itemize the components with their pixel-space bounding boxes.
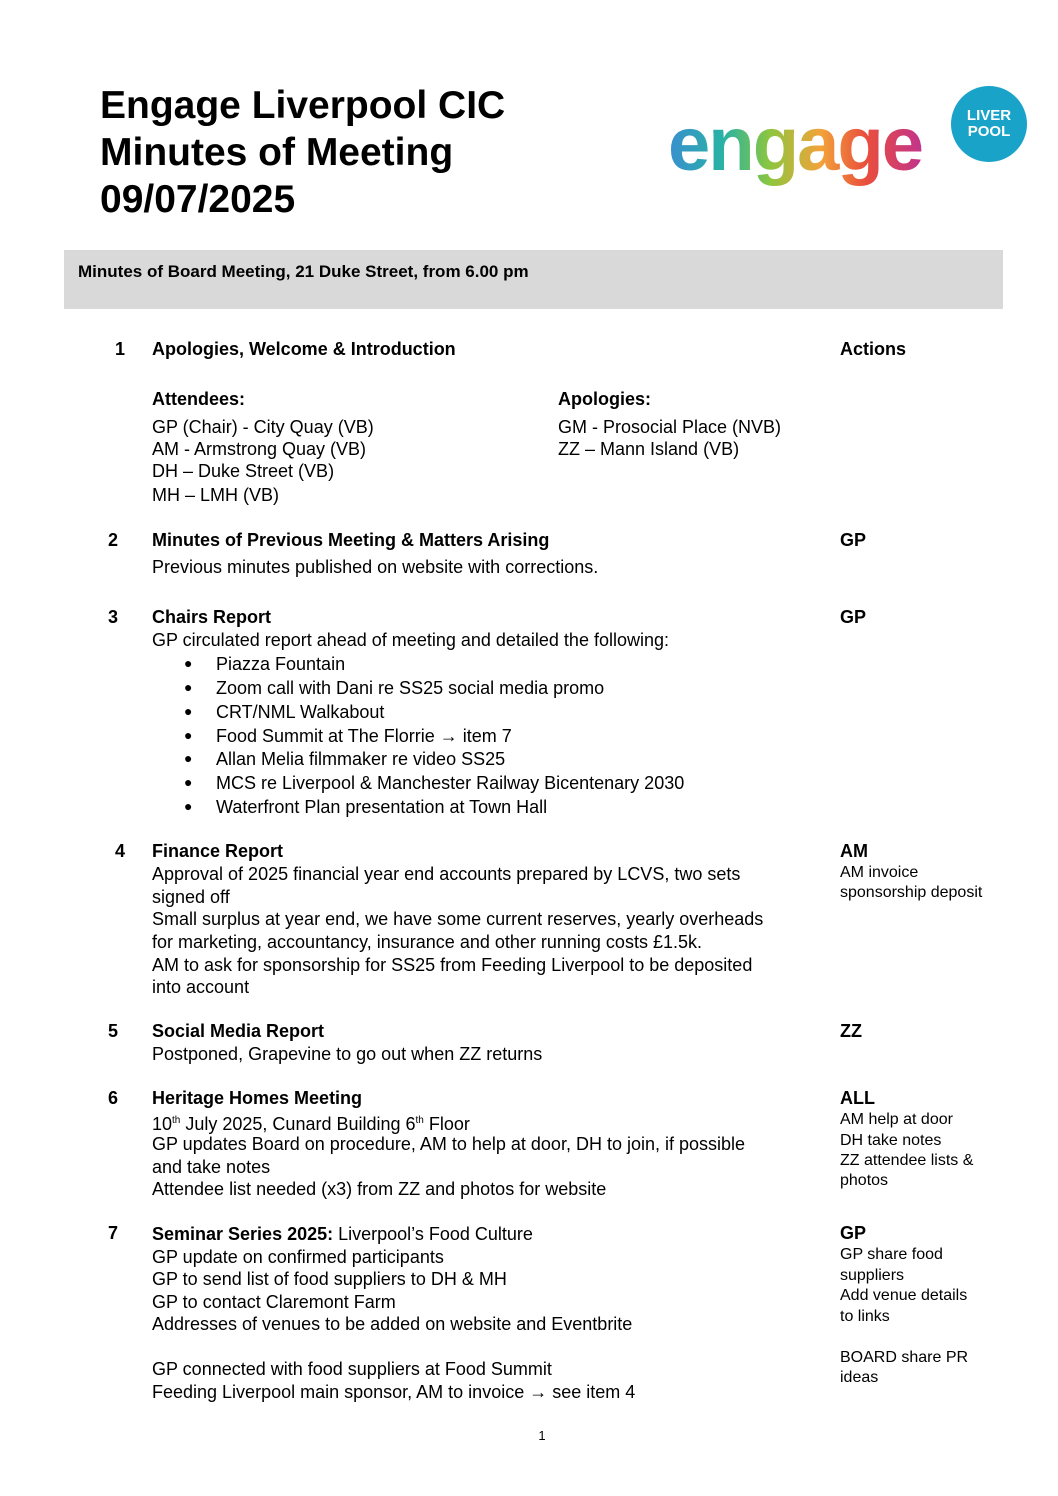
banner-text: Minutes of Board Meeting, 21 Duke Street, from 6.00 pm — [78, 262, 529, 281]
action-note: sponsorship deposit — [840, 884, 983, 901]
item-line: AM to ask for sponsorship for SS25 from Feeding Liverpool to be deposited — [152, 955, 753, 975]
bullet-icon: ● — [184, 750, 193, 766]
item-heading: Social Media Report — [152, 1021, 325, 1041]
item-heading: Apologies, Welcome & Introduction — [152, 339, 456, 359]
item-line: GP circulated report ahead of meeting and detailed the following: — [152, 630, 669, 650]
item-action-owner: AM — [840, 841, 868, 861]
item-line: and take notes — [152, 1157, 271, 1177]
item-line: Approval of 2025 financial year end accounts prepared by LCVS, two sets — [152, 864, 741, 884]
action-note: AM help at door — [840, 1111, 953, 1128]
item-action-owner: ALL — [840, 1088, 875, 1108]
apology: GM - Prosocial Place (NVB) — [558, 417, 782, 437]
bullet-item: MCS re Liverpool & Manchester Railway Bicentenary 2030 — [216, 773, 685, 793]
bullet-icon: ● — [184, 679, 193, 695]
item-number: 2 — [108, 530, 119, 550]
item-line: Previous minutes published on website with corrections. — [152, 557, 599, 577]
item-line: into account — [152, 977, 250, 997]
bullet-icon: ● — [184, 703, 193, 719]
logo-bubble-text-top: LIVER — [966, 107, 1012, 124]
bullet-item: CRT/NML Walkabout — [216, 702, 385, 722]
meeting-banner — [64, 250, 1003, 309]
logo-speech-bubble — [951, 86, 1027, 162]
title-line-date: 09/07/2025 — [100, 178, 296, 221]
title-line-org: Engage Liverpool CIC — [100, 84, 506, 127]
bullet-item: Allan Melia filmmaker re video SS25 — [216, 749, 506, 769]
apology: ZZ – Mann Island (VB) — [558, 439, 740, 459]
bullet-icon: ● — [184, 727, 193, 743]
item-action-owner: GP — [840, 530, 867, 550]
document-title — [100, 82, 505, 223]
action-note: suppliers — [840, 1267, 905, 1284]
attendee: MH – LMH (VB) — [152, 485, 280, 505]
item-line: Addresses of venues to be added on website and Eventbrite — [152, 1314, 633, 1334]
item-number: 7 — [108, 1223, 119, 1243]
item-line: Feeding Liverpool main sponsor, AM to invoice → see item 4 — [152, 1382, 636, 1402]
item-line: GP update on confirmed participants — [152, 1247, 444, 1267]
action-note: GP share food — [840, 1246, 943, 1263]
item-action-owner: ZZ — [840, 1021, 862, 1041]
bullet-icon: ● — [184, 798, 193, 814]
item-line: Postponed, Grapevine to go out when ZZ returns — [152, 1044, 543, 1064]
actions-column-header: Actions — [840, 339, 907, 359]
bullet-item: Waterfront Plan presentation at Town Hall — [216, 797, 548, 817]
item-line: GP to contact Claremont Farm — [152, 1292, 396, 1312]
attendee: AM - Armstrong Quay (VB) — [152, 439, 367, 459]
item-action-owner: GP — [840, 607, 867, 627]
item-number: 4 — [115, 841, 126, 861]
action-note: to links — [840, 1308, 890, 1325]
action-note: ZZ attendee lists & — [840, 1152, 974, 1169]
item-number: 1 — [115, 339, 126, 359]
action-note: photos — [840, 1172, 889, 1189]
item-number: 5 — [108, 1021, 119, 1041]
attendee: DH – Duke Street (VB) — [152, 461, 335, 481]
logo-bubble-text-bottom: POOL — [967, 123, 1011, 140]
engage-liverpool-logo — [668, 86, 1030, 204]
item-line: GP to send list of food suppliers to DH & MH — [152, 1269, 507, 1289]
action-note: AM invoice — [840, 864, 919, 881]
apologies-label: Apologies: — [558, 389, 651, 409]
bullet-item: Food Summit at The Florrie → item 7 — [216, 726, 512, 746]
attendee: GP (Chair) - City Quay (VB) — [152, 417, 374, 437]
bullet-item: Zoom call with Dani re SS25 social media promo — [216, 678, 605, 698]
item-number: 3 — [108, 607, 119, 627]
item-heading: Heritage Homes Meeting — [152, 1088, 363, 1108]
action-note: BOARD share PR — [840, 1349, 969, 1366]
action-note: ideas — [840, 1369, 879, 1386]
item-line: signed off — [152, 887, 230, 907]
item-heading: Seminar Series 2025: Liverpool’s Food Culture — [152, 1224, 533, 1244]
item-heading: Finance Report — [152, 841, 284, 861]
meeting-date-line: 10th July 2025, Cunard Building 6th Floor — [152, 1114, 470, 1134]
item-line: Small surplus at year end, we have some current reserves, yearly overheads — [152, 909, 764, 929]
item-line: GP updates Board on procedure, AM to help at door, DH to join, if possible — [152, 1134, 746, 1154]
action-note: Add venue details — [840, 1287, 968, 1304]
item-heading: Minutes of Previous Meeting & Matters Arising — [152, 530, 550, 550]
page-number: 1 — [538, 1428, 546, 1443]
action-note: DH take notes — [840, 1132, 942, 1149]
bullet-item: Piazza Fountain — [216, 654, 346, 674]
title-line-type: Minutes of Meeting — [100, 131, 454, 174]
attendees-label: Attendees: — [152, 389, 246, 409]
bullet-icon: ● — [184, 774, 193, 790]
item-line: Attendee list needed (x3) from ZZ and photos for website — [152, 1179, 607, 1199]
item-heading: Chairs Report — [152, 607, 272, 627]
bullet-icon: ● — [184, 655, 193, 671]
item-line: for marketing, accountancy, insurance and other running costs £1.5k. — [152, 932, 702, 952]
item-line: GP connected with food suppliers at Food Summit — [152, 1359, 552, 1379]
item-action-owner: GP — [840, 1223, 867, 1243]
item-number: 6 — [108, 1088, 119, 1108]
logo-wordmark: engage — [668, 100, 922, 190]
